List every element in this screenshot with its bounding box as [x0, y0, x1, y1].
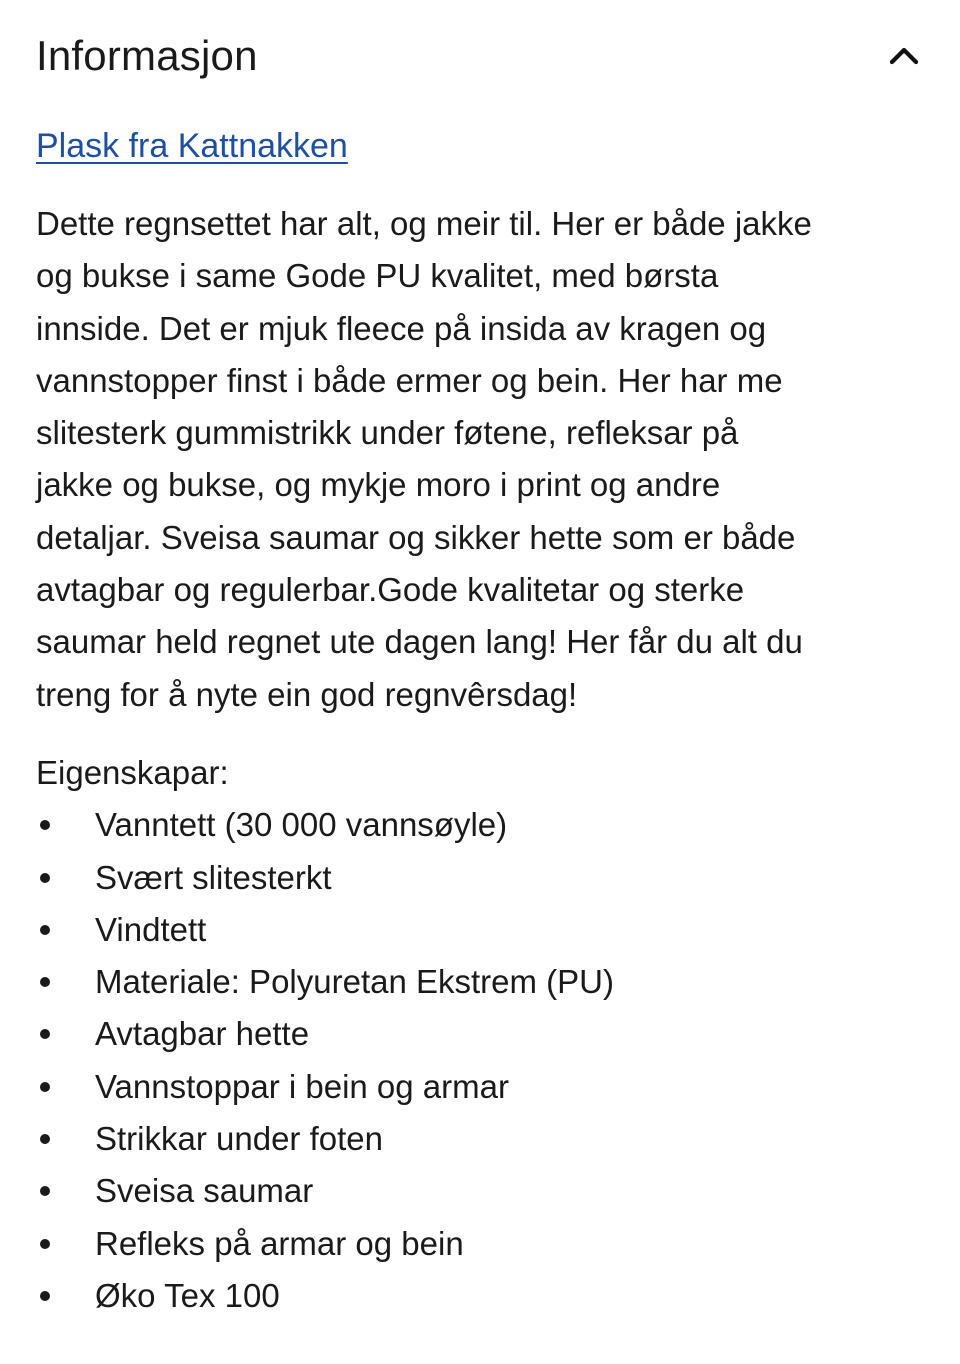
description-line: saumar held regnet ute dagen lang! Her får du alt du [36, 623, 803, 661]
feature-label: Vannstoppar i bein og armar [95, 1067, 509, 1105]
bullet-icon [40, 1291, 50, 1301]
description-line: detaljar. Sveisa saumar og sikker hette som er både [36, 518, 796, 556]
feature-label: Materiale: Polyuretan Ekstrem (PU) [95, 963, 614, 1001]
feature-label: Svært slitesterkt [95, 858, 332, 896]
feature-label: Refleks på armar og bein [95, 1224, 464, 1262]
list-item [36, 956, 924, 1008]
feature-label: Strikkar under foten [95, 1120, 383, 1158]
feature-label: Vanntett (30 000 vannsøyle) [95, 806, 508, 844]
accordion-content [36, 120, 924, 1322]
feature-label: Øko Tex 100 [95, 1276, 280, 1314]
features-list [36, 799, 924, 1322]
feature-label: Avtagbar hette [95, 1015, 310, 1053]
bullet-icon [40, 1134, 50, 1144]
list-item [36, 1218, 924, 1270]
description-line: jakke og bukse, og mykje moro i print og andre [36, 466, 721, 504]
brand-link[interactable]: Plask fra Kattnakken [36, 127, 348, 165]
features-heading: Eigenskapar: [36, 753, 229, 791]
list-item [36, 1270, 924, 1322]
description-line: slitesterk gummistrikk under føtene, refleksar på [36, 414, 739, 452]
bullet-icon [40, 977, 50, 987]
chevron-up-icon[interactable] [884, 36, 924, 76]
list-item [36, 1008, 924, 1060]
bullet-icon [40, 1186, 50, 1196]
list-item [36, 904, 924, 956]
bullet-icon [40, 925, 50, 935]
description-line: vannstopper finst i både ermer og bein. Her har me [36, 361, 783, 399]
list-item [36, 1113, 924, 1165]
description-line: Dette regnsettet har alt, og meir til. Her er både jakke [36, 205, 812, 242]
feature-label: Vindtett [95, 910, 207, 948]
accordion-title: Informasjon [36, 32, 258, 79]
list-item [36, 1165, 924, 1217]
product-description [36, 198, 924, 721]
accordion-header[interactable] [36, 26, 924, 86]
description-line: treng for å nyte ein god regnvêrsdag! [36, 675, 578, 713]
bullet-icon [40, 1239, 50, 1249]
description-line: avtagbar og regulerbar.Gode kvalitetar og sterke [36, 571, 745, 609]
feature-label: Sveisa saumar [95, 1172, 314, 1210]
description-line: og bukse i same Gode PU kvalitet, med børsta [36, 257, 719, 295]
description-line: innside. Det er mjuk fleece på insida av kragen og [36, 309, 767, 347]
list-item [36, 1061, 924, 1113]
bullet-icon [40, 1029, 50, 1039]
bullet-icon [40, 1082, 50, 1092]
list-item [36, 799, 924, 851]
bullet-icon [40, 873, 50, 883]
bullet-icon [40, 820, 50, 830]
list-item [36, 852, 924, 904]
